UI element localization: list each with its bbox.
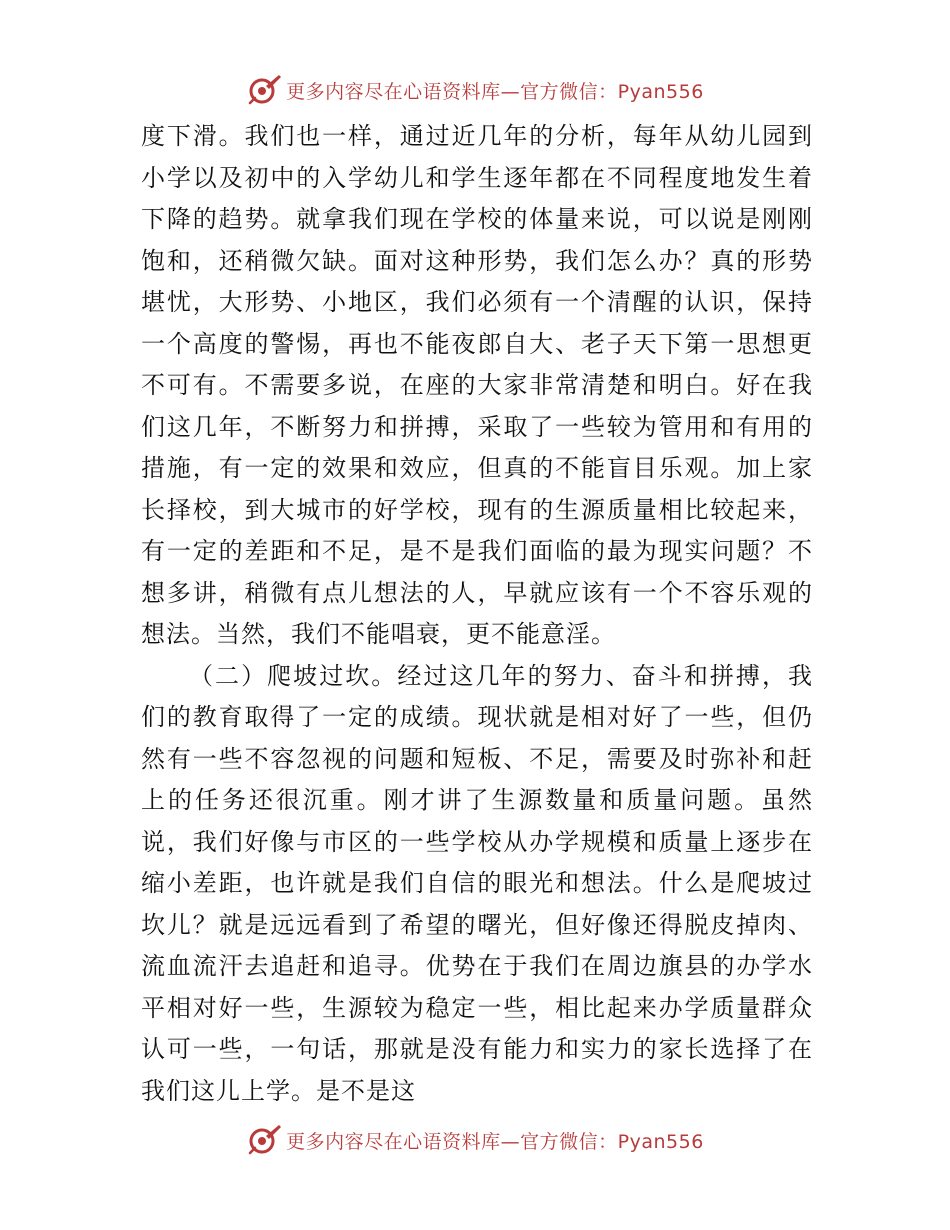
footer-banner-text: 更多内容尽在心语资料库—官方微信：Pyan556: [286, 1130, 704, 1153]
header-banner: [0, 70, 950, 110]
pen-circle-logo-icon: [246, 1122, 282, 1158]
document-body: [141, 116, 813, 1112]
body-paragraph: （二）爬坡过坎。经过这几年的努力、奋斗和拼搏，我们的教育取得了一定的成绩。现状就是相对好了一些，但仍然有一些不容忽视的问题和短板、不足，需要及时弥补和赶上的任务还很沉重。刚才讲了生源数量和质量问题。虽然说，我们好像与市区的一些学校从办学规模和质量上逐步在缩小差距，也许就是我们自信的眼光和想法。什么是爬坡过坎儿？就是远远看到了希望的曙光，但好像还得脱皮掉肉、流血流汗去追赶和追寻。优势在于我们在周边旗县的办学水平相对好一些，生源较为稳定一些，相比起来办学质量群众认可一些，一句话，那就是没有能力和实力的家长选择了在我们这儿上学。是不是这: [141, 661, 813, 1105]
footer-banner: [0, 1120, 950, 1160]
body-paragraph: 度下滑。我们也一样，通过近几年的分析，每年从幼儿园到小学以及初中的入学幼儿和学生逐年都在不同程度地发生着下降的趋势。就拿我们现在学校的体量来说，可以说是刚刚饱和，还稍微欠缺。面对这种形势，我们怎么办？真的形势堪忧，大形势、小地区，我们必须有一个清醒的认识，保持一个高度的警惕，再也不能夜郎自大、老子天下第一思想更不可有。不需要多说，在座的大家非常清楚和明白。好在我们这几年，不断努力和拼搏，采取了一些较为管用和有用的措施，有一定的效果和效应，但真的不能盲目乐观。加上家长择校，到大城市的好学校，现有的生源质量相比较起来，有一定的差距和不足，是不是我们面临的最为现实问题？不想多讲，稍微有点儿想法的人，早就应该有一个不容乐观的想法。当然，我们不能唱衰，更不能意淫。: [141, 122, 813, 648]
header-banner-text: 更多内容尽在心语资料库—官方微信：Pyan556: [286, 80, 704, 103]
pen-circle-logo-icon: [246, 72, 282, 108]
